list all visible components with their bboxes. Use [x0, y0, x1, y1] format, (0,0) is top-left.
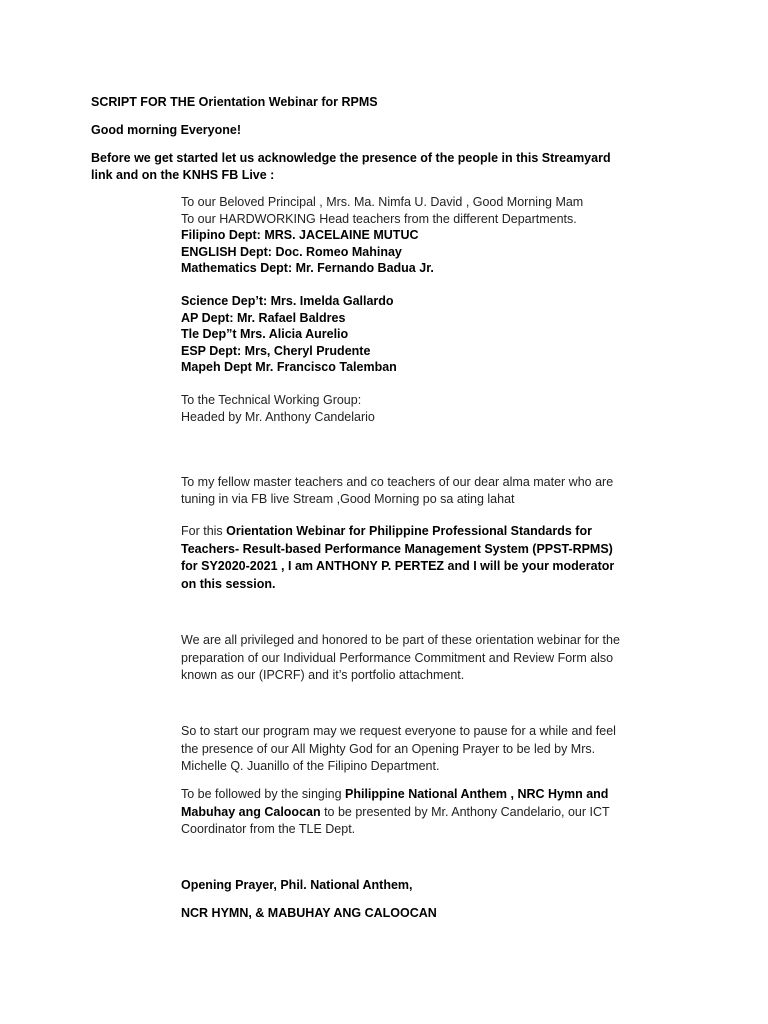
prayer-line: the presence of our All Mighty God for an Opening Prayer to be led by Mrs.: [181, 741, 596, 756]
principal-line: To our Beloved Principal , Mrs. Ma. Nimfa U. David , Good Morning Mam: [181, 195, 584, 209]
title-text: SCRIPT FOR THE Orientation Webinar for RPMS: [91, 95, 378, 109]
moderator-line: For this Orientation Webinar for Philippine Professional Standards for: [181, 524, 592, 538]
privileged-line: known as our (IPCRF) and it’s portfolio attachment.: [181, 668, 465, 682]
fellow-teachers-paragraph: [181, 474, 613, 507]
closing-line-2: [181, 905, 437, 922]
twg-line: Headed by Mr. Anthony Candelario: [181, 409, 375, 424]
departments-block: [181, 293, 397, 376]
opening-prayer-paragraph: [181, 723, 616, 776]
closing-text: Opening Prayer, Phil. National Anthem,: [181, 878, 413, 892]
anthem-line: To be followed by the singing Philippine National Anthem , NRC Hymn and: [181, 787, 609, 801]
privileged-line: We are all privileged and honored to be part of these orientation webinar for the: [181, 633, 620, 647]
privileged-paragraph: [181, 632, 620, 685]
acknowledgement-line: link and on the KNHS FB Live :: [91, 167, 275, 182]
department-line: Mathematics Dept: Mr. Fernando Badua Jr.: [181, 261, 434, 275]
greeting: [91, 122, 241, 139]
privileged-line: preparation of our Individual Performance Commitment and Review Form also: [181, 650, 614, 665]
fellow-line: tuning in via FB live Stream ,Good Morning po sa ating lahat: [181, 491, 515, 506]
prayer-line: So to start our program may we request everyone to pause for a while and feel: [181, 724, 616, 738]
greeting-text: Good morning Everyone!: [91, 123, 242, 137]
moderator-paragraph: [181, 523, 614, 593]
moderator-line: for SY2020-2021 , I am ANTHONY P. PERTEZ and I will be your moderator: [181, 559, 615, 573]
prayer-line: Michelle Q. Juanillo of the Filipino Department.: [181, 759, 440, 773]
moderator-line: Teachers- Result-based Performance Management System (PPST-RPMS): [181, 541, 613, 556]
closing-line-1: [181, 877, 413, 894]
department-line: AP Dept: Mr. Rafael Baldres: [181, 310, 346, 325]
closing-text: NCR HYMN, & MABUHAY ANG CALOOCAN: [181, 906, 437, 920]
department-line: ENGLISH Dept: Doc. Romeo Mahinay: [181, 244, 402, 259]
twg-block: [181, 392, 375, 425]
anthem-line: Mabuhay ang Caloocan to be presented by Mr. Anthony Candelario, our ICT: [181, 804, 610, 819]
department-line: ESP Dept: Mrs, Cheryl Prudente: [181, 343, 371, 358]
department-line: Science Dep’t: Mrs. Imelda Gallardo: [181, 294, 394, 308]
department-line: Filipino Dept: MRS. JACELAINE MUTUC: [181, 228, 419, 242]
twg-line: To the Technical Working Group:: [181, 393, 362, 407]
anthem-paragraph: [181, 786, 610, 839]
dignitaries-block: [181, 194, 583, 277]
department-line: Tle Dep”t Mrs. Alicia Aurelio: [181, 327, 349, 341]
acknowledgement-paragraph: [91, 150, 611, 183]
department-line: Mapeh Dept Mr. Francisco Talemban: [181, 360, 397, 374]
moderator-line: on this session.: [181, 576, 276, 591]
head-teachers-line: To our HARDWORKING Head teachers from the different Departments.: [181, 211, 577, 226]
fellow-line: To my fellow master teachers and co teachers of our dear alma mater who are: [181, 475, 614, 489]
document-title: [91, 94, 378, 111]
anthem-line: Coordinator from the TLE Dept.: [181, 822, 356, 836]
acknowledgement-line: Before we get started let us acknowledge the presence of the people in this Streamyard: [91, 151, 611, 165]
